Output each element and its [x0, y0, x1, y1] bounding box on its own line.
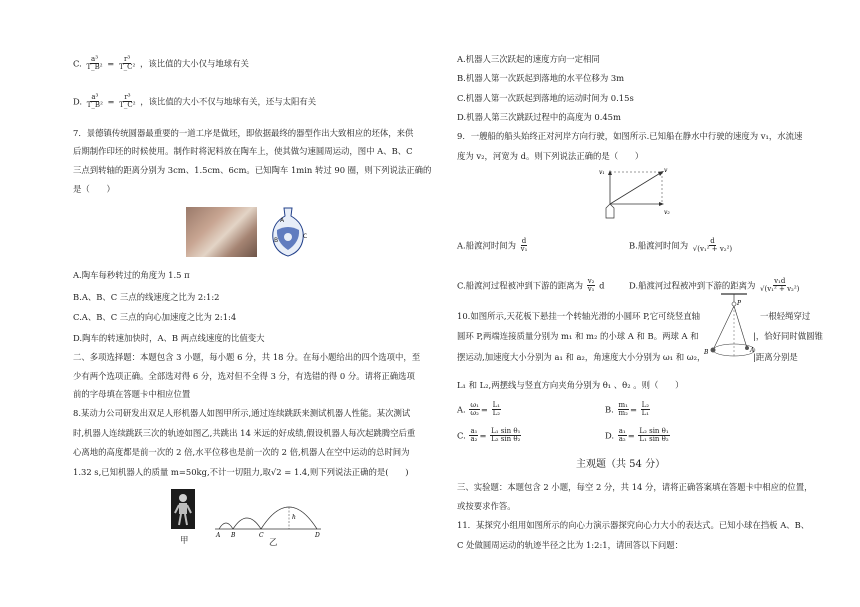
fraction — [85, 56, 103, 72]
q10-option-b: B. $\frac{\text{m₁}}{\text{m₂}}$ = $\frac{\text{L₂}}{\text{L₁}}$ — [605, 401, 650, 418]
denominator: a₂ — [618, 435, 626, 444]
boat-velocity-diagram — [598, 166, 678, 224]
fraction — [638, 428, 669, 444]
figure-label-jia: 甲 — [180, 535, 189, 545]
v1-label: v₁ — [599, 169, 605, 176]
q9-line-1: 9．一艘船的船头始终正对河岸方向行驶，如图所示.已知船在静水中行驶的速度为 v₁，水流速 — [457, 131, 803, 141]
numerator: v₂ — [587, 277, 595, 285]
q9-option-c — [457, 278, 605, 294]
q7-option-b: B.A、B、C 三点的线速度之比为 2:1:2 — [73, 292, 220, 302]
q10-side-text-3: |距离分别是 — [753, 352, 798, 362]
q9-option-a — [457, 238, 529, 254]
numerator: a₁ — [470, 427, 478, 435]
denominator: L₁ — [641, 409, 650, 418]
q10-line-4: L₁ 和 L₂,两摆线与竖直方向夹角分别为 θ₁ 、θ₂ 。则（ ） — [457, 380, 684, 390]
pottery-wheel-photo — [186, 207, 257, 257]
q10-side-text-1: 一根轻绳穿过 — [760, 311, 811, 321]
numerator: r³ — [124, 93, 131, 101]
denominator: T_C² — [119, 101, 136, 110]
denominator: L₂ — [492, 409, 501, 418]
option-label: C. — [457, 430, 466, 441]
section3-line-2: 或按要求作答。 — [457, 501, 516, 511]
denominator: √(v₁² + v₂²) — [760, 285, 800, 294]
section3-line-1: 三、实验题：本题包含 2 小题，每空 2 分，共 14 分，请将正确答案填在答题卡中相应的位置， — [457, 482, 813, 492]
fraction — [587, 278, 596, 294]
q7-line-2: 后期制作印坯的时候使用。制作时将泥料放在陶车上，使其做匀速圆周运动，图中 A、B、C — [73, 146, 413, 156]
fraction — [618, 428, 627, 444]
fraction — [469, 428, 478, 444]
q10-option-c: C. $\frac{\text{a₁}}{\text{a₂}}$ = $\frac{\text{L₁ sin θ₁}}{\text{L₂ sin θ₂}}$ — [457, 427, 521, 444]
fraction — [641, 402, 650, 418]
point-a: A — [216, 532, 221, 539]
fraction — [469, 402, 480, 418]
point-b: B — [231, 532, 236, 539]
point-label-c: C — [303, 233, 308, 240]
denominator: L₂ sin θ₂ — [491, 435, 521, 444]
q7-line-3: 三点到转轴的距离分别为 3cm、1.5cm、6cm。已知陶车 1min 转过 90 圈，则下列说法正确的 — [73, 165, 432, 175]
fraction — [492, 402, 501, 418]
section2-line-1: 二、多项选择题：本题包含 3 小题，每小题 6 分，共 18 分。在每小题给出的四个选项中，至 — [73, 352, 421, 362]
denominator: √(v₁² + v₂²) — [692, 245, 733, 254]
denominator: T_C² — [118, 63, 136, 72]
subjective-section-title: 主观题（共 54 分） — [576, 459, 666, 470]
option-text: B.船渡河时间为 — [629, 240, 689, 251]
fraction — [490, 428, 521, 444]
numerator: v₁d — [774, 277, 786, 285]
q10-option-d: D. $\frac{\text{a₁}}{\text{a₂}}$ = $\frac{\text{L₂ sin θ₁}}{\text{L₁ sin θ₂}}$ — [605, 427, 669, 444]
numerator: L₁ — [492, 401, 501, 409]
point-b: B — [704, 349, 709, 356]
numerator: m₁ — [618, 401, 628, 409]
fraction — [118, 56, 136, 72]
q7-line-1: 7．景德镇传统圆器最重要的一道工序是做坯，即依据最终的器型作出大致相应的坯体，来供 — [73, 128, 414, 138]
jump-trajectory-figure — [213, 489, 323, 539]
conical-pendulum-diagram — [703, 292, 759, 364]
point-d: D — [315, 532, 320, 539]
numerator: d — [521, 237, 527, 245]
option-text: ，该比值的大小不仅与地球有关，还与太阳有关 — [140, 96, 317, 107]
fraction — [520, 238, 529, 254]
q8-option-d: D.机器人第三次跳跃过程中的高度为 0.45m — [457, 112, 621, 122]
q8-option-b: B.机器人第一次跃起到落地的水平位移为 3m — [457, 73, 625, 83]
q6-option-c — [73, 56, 249, 72]
option-text: A.船渡河时间为 — [457, 240, 516, 251]
denominator: L₁ sin θ₂ — [639, 435, 669, 444]
option-label: B. — [605, 404, 614, 415]
height-label-h: h — [292, 514, 296, 521]
point-p: P — [737, 300, 742, 307]
point-a: A — [750, 347, 755, 354]
numerator: L₂ sin θ₁ — [639, 427, 669, 435]
equals-sign: = — [107, 96, 115, 107]
v-label: v — [664, 167, 668, 174]
q10-line-3: 摆运动,加速度大小分别为 a₁ 和 a₂，角速度大小分别为 ω₁ 和 ω₂， — [457, 352, 706, 362]
porcelain-vase-figure — [267, 206, 309, 258]
q8-line-2: 时,机器人连续跳跃三次的轨迹如图乙,共跳出 14 米远的好成绩,假设机器人每次起跳腾空后重 — [73, 428, 416, 438]
numerator: r³ — [124, 55, 131, 63]
point-c: C — [259, 532, 264, 539]
option-text: D.船渡河过程被冲到下游的距离为 — [629, 280, 756, 291]
fraction — [118, 94, 136, 110]
numerator: L₁ sin θ₁ — [491, 427, 521, 435]
fraction — [86, 94, 104, 110]
q10-line-2: 圆环 P,两端连接质量分别为 m₁ 和 m₂ 的小球 A 和 B。两球 A 和 — [457, 331, 699, 341]
denominator: v₁ — [587, 285, 595, 294]
q7-line-4: 是（ ） — [73, 184, 115, 194]
q10-line-1: 10.如图所示,天花板下悬挂一个转轴光滑的小圆环 P,它可绕竖直轴 — [457, 311, 700, 321]
option-label: D. — [605, 430, 615, 441]
numerator: ω₁ — [470, 401, 479, 409]
numerator: a³ — [91, 93, 99, 101]
q7-option-d: D.陶车的转速加快时，A、B 两点线速度的比值变大 — [73, 333, 265, 343]
q7-option-c: C.A、B、C 三点的向心加速度之比为 2:1:4 — [73, 312, 237, 322]
point-label-a: A — [280, 217, 285, 224]
section2-line-3: 前的字母填在答题卡中相应位置 — [73, 389, 191, 399]
option-text: C.船渡河过程被冲到下游的距离为 — [457, 280, 584, 291]
q9-line-2: 度为 v₂，河宽为 d。则下列说法正确的是（ ） — [457, 151, 644, 161]
denominator: T_B² — [86, 101, 103, 110]
numerator: L₂ — [641, 401, 650, 409]
option-text: ，该比值的大小仅与地球有关 — [139, 58, 249, 69]
fraction — [618, 402, 629, 418]
q8-line-4: 1.32 s,已知机器人的质量 m=50kg,不计一切阻力,取√2 = 1.4,则下列说法正确的是( ) — [73, 467, 409, 477]
section2-line-2: 少有两个选项正确。全部选对得 6 分，选对但不全得 3 分，有选错的得 0 分。请将正确选项 — [73, 371, 415, 381]
q8-option-a: A.机器人三次跃起的速度方向一定相同 — [457, 54, 600, 64]
option-suffix: d — [599, 280, 605, 291]
denominator: T_B² — [86, 63, 103, 72]
denominator: v₁ — [520, 245, 528, 254]
q8-line-1: 8.某动力公司研发出双足人形机器人如图甲所示,通过连续跳跃来测试机器人性能。某次测试 — [73, 408, 411, 418]
option-label: C. — [73, 58, 82, 69]
q10-option-a: A. $\frac{\text{ω₁}}{\text{ω₂}}$ = $\frac{\text{L₁}}{\text{L₂}}$ — [457, 401, 501, 418]
q11-line-1: 11．某探究小组用如图所示的向心力演示器探究向心力大小的表达式。已知小球在挡板 A、B、 — [457, 520, 810, 530]
q8-line-3: 心离地的高度都是前一次的 2 倍,水平位移也是前一次的 2 倍,机器人在空中运动的总时间为 — [73, 447, 410, 457]
point-label-b: B — [274, 237, 279, 244]
denominator: m₂ — [618, 409, 628, 418]
denominator: ω₂ — [470, 409, 479, 418]
option-label: D. — [73, 96, 83, 107]
numerator: a₁ — [618, 427, 626, 435]
q7-option-a: A.陶车每秒转过的角度为 1.5 π — [73, 270, 190, 280]
robot-photo — [171, 489, 195, 529]
denominator: a₂ — [470, 435, 478, 444]
numerator: d — [710, 237, 715, 245]
option-label: A. — [457, 404, 466, 415]
v2-label: v₂ — [664, 209, 670, 216]
numerator: a³ — [91, 55, 98, 63]
q10-side-text-2: |，恰好同时做圆锥 — [753, 331, 823, 341]
fraction — [759, 278, 800, 294]
q9-option-b — [629, 238, 734, 254]
equals-sign: = — [107, 58, 115, 69]
q11-line-2: C 处做圆周运动的轨迹半径之比为 1:2:1，请回答以下问题： — [457, 540, 683, 550]
figure-label-yi: 乙 — [269, 537, 278, 547]
q6-option-d — [73, 94, 316, 110]
q8-option-c: C.机器人第一次跃起到落地的运动时间为 0.15s — [457, 93, 634, 103]
fraction — [692, 238, 733, 254]
